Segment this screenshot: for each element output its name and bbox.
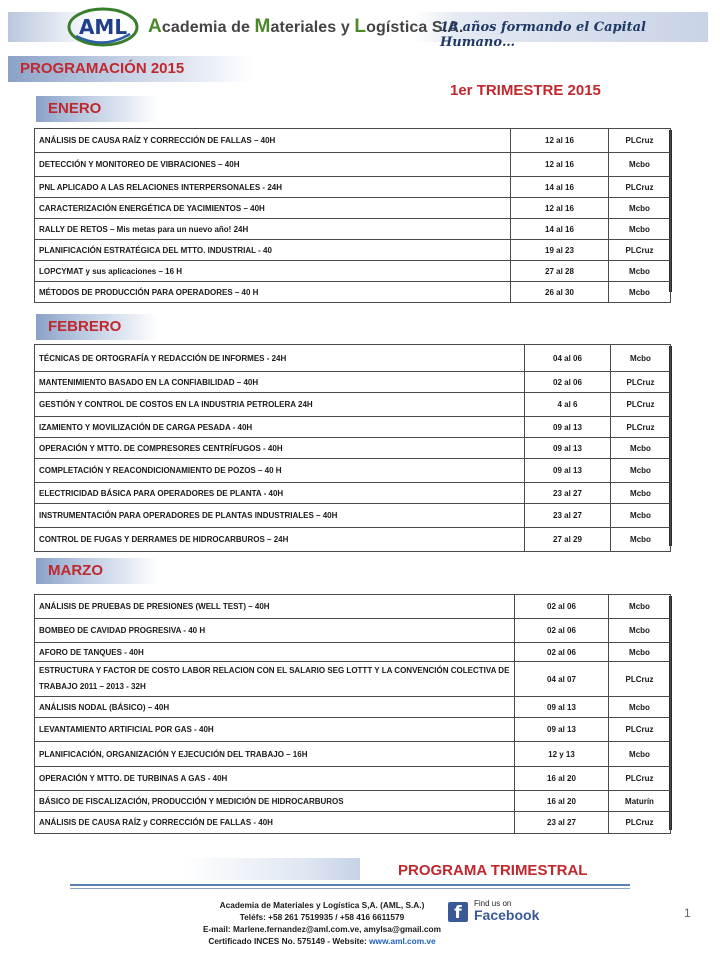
location-cell: Mcbo [609,153,671,177]
location-cell: Mcbo [611,459,671,483]
location-cell: PLCruz [609,812,671,834]
course-cell: BÁSICO DE FISCALIZACIÓN, PRODUCCIÓN Y MEDICIÓN DE HIDROCARBUROS [35,791,515,812]
course-cell: OPERACIÓN Y MTTO. DE TURBINAS A GAS - 40H [35,767,515,791]
course-cell: LOPCYMAT y sus aplicaciones – 16 H [35,261,511,282]
course-cell: IZAMIENTO Y MOVILIZACIÓN DE CARGA PESADA - 40H [35,417,525,438]
schedule-table-marzo [34,594,671,834]
course-cell: AFORO DE TANQUES - 40H [35,643,515,662]
page-title: PROGRAMACIÓN 2015 [20,60,185,77]
dates-cell: 09 al 13 [525,417,611,438]
month-bar-marzo [36,558,158,584]
dates-cell: 04 al 06 [525,345,611,372]
course-cell: CONTROL DE FUGAS Y DERRAMES DE HIDROCARBUROS – 24H [35,528,525,552]
dates-cell: 12 y 13 [515,742,609,767]
dates-cell: 09 al 13 [515,718,609,742]
course-cell: ESTRUCTURA Y FACTOR DE COSTO LABOR RELACION CON EL SALARIO SEG LOTTT Y LA CONVENCIÓN COLECTIVA DE TRABAJO 2011 – 2013 - 32H [35,662,515,697]
dates-cell: 19 al 23 [511,240,609,261]
table-row [35,372,671,393]
dates-cell: 23 al 27 [525,483,611,504]
location-cell: PLCruz [609,240,671,261]
footer-divider-thin [70,888,630,889]
company-name [148,16,463,38]
location-cell: Mcbo [609,282,671,303]
course-cell: INSTRUMENTACIÓN PARA OPERADORES DE PLANTAS INDUSTRIALES – 40H [35,504,525,528]
table-row [35,528,671,552]
table-row [35,282,671,303]
table-row [35,791,671,812]
dates-cell: 02 al 06 [515,619,609,643]
location-cell: PLCruz [609,662,671,697]
location-cell: Mcbo [609,619,671,643]
table-row [35,417,671,438]
course-cell: PNL APLICADO A LAS RELACIONES INTERPERSONALES - 24H [35,177,511,198]
location-cell: Mcbo [611,504,671,528]
table-row [35,129,671,153]
logo-text: AML [78,15,128,39]
table-row [35,219,671,240]
footer-certificate [186,936,458,946]
dates-cell: 02 al 06 [525,372,611,393]
dates-cell: 26 al 30 [511,282,609,303]
course-cell: PLANIFICACIÓN ESTRATÉGICA DEL MTTO. INDUSTRIAL - 40 [35,240,511,261]
course-cell: ANÁLISIS DE PRUEBAS DE PRESIONES (WELL TEST) – 40H [35,595,515,619]
dates-cell: 12 al 16 [511,198,609,219]
course-cell: ELECTRICIDAD BÁSICA PARA OPERADORES DE PLANTA - 40H [35,483,525,504]
course-cell: MANTENIMIENTO BASADO EN LA CONFIABILIDAD – 40H [35,372,525,393]
location-cell: PLCruz [611,372,671,393]
table-row [35,438,671,459]
table-row [35,393,671,417]
company-initial-a: A [148,16,162,37]
dates-cell: 04 al 07 [515,662,609,697]
certificate-text: Certificado INCES No. 575149 - Website: [208,936,370,946]
table-row [35,240,671,261]
facebook-icon[interactable]: f [448,902,468,922]
location-cell: Mcbo [609,742,671,767]
dates-cell: 09 al 13 [515,697,609,718]
location-cell: PLCruz [609,129,671,153]
program-label: PROGRAMA TRIMESTRAL [398,862,588,879]
table-row [35,504,671,528]
aml-logo [66,6,140,48]
page-number: 1 [684,906,691,920]
footer-phones: Teléfs: +58 261 7519935 / +58 416 6611579 [239,912,405,922]
location-cell: PLCruz [609,177,671,198]
company-part-2: ateriales y [270,19,355,36]
dates-cell: 27 al 29 [525,528,611,552]
table-row [35,619,671,643]
location-cell: Mcbo [609,697,671,718]
course-cell: COMPLETACIÓN Y REACONDICIONAMIENTO DE POZOS – 40 H [35,459,525,483]
company-initial-m: M [254,16,271,37]
dates-cell: 14 al 16 [511,219,609,240]
month-title: MARZO [48,562,103,579]
course-cell: MÉTODOS DE PRODUCCIÓN PARA OPERADORES – 40 H [35,282,511,303]
course-cell: TÉCNICAS DE ORTOGRAFÍA Y REDACCIÓN DE INFORMES - 24H [35,345,525,372]
title-bar [8,56,254,82]
course-cell: LEVANTAMIENTO ARTIFICIAL POR GAS - 40H [35,718,515,742]
location-cell: Mcbo [609,261,671,282]
table-row [35,595,671,619]
location-cell: PLCruz [609,718,671,742]
table-row [35,697,671,718]
footer-divider [70,884,630,886]
location-cell: PLCruz [611,393,671,417]
table-row [35,177,671,198]
location-cell: PLCruz [609,767,671,791]
location-cell: Mcbo [609,219,671,240]
table-row [35,261,671,282]
course-cell: PLANIFICACIÓN, ORGANIZACIÓN Y EJECUCIÓN DEL TRABAJO – 16H [35,742,515,767]
month-title: ENERO [48,100,102,117]
dates-cell: 23 al 27 [515,812,609,834]
table-row [35,812,671,834]
dates-cell: 09 al 13 [525,459,611,483]
schedule-table-febrero [34,344,671,552]
table-row [35,198,671,219]
facebook-link[interactable]: Facebook [474,907,540,923]
dates-cell: 4 al 6 [525,393,611,417]
location-cell: PLCruz [611,417,671,438]
dates-cell: 02 al 06 [515,595,609,619]
company-part-1: cademia de [161,19,255,36]
table-row [35,742,671,767]
table-row [35,153,671,177]
dates-cell: 23 al 27 [525,504,611,528]
table-row [35,345,671,372]
course-cell: RALLY DE RETOS – Mis metas para un nuevo año! 24H [35,219,511,240]
course-cell: CARACTERIZACIÓN ENERGÉTICA DE YACIMIENTOS – 40H [35,198,511,219]
slogan: 18 años formando el Capital Humano… [440,20,646,50]
dates-cell: 16 al 20 [515,791,609,812]
program-bar [8,858,360,880]
location-cell: Mcbo [609,198,671,219]
table-row [35,767,671,791]
table-row [35,483,671,504]
course-cell: DETECCIÓN Y MONITOREO DE VIBRACIONES – 40H [35,153,511,177]
course-cell: GESTIÓN Y CONTROL DE COSTOS EN LA INDUSTRIA PETROLERA 24H [35,393,525,417]
month-title: FEBRERO [48,318,122,335]
table-row [35,459,671,483]
course-cell: ANÁLISIS DE CAUSA RAÍZ Y CORRECCIÓN DE FALLAS – 40H [35,129,511,153]
dates-cell: 16 al 20 [515,767,609,791]
table-row [35,643,671,662]
course-cell: ANÁLISIS DE CAUSA RAÍZ y CORRECCIÓN DE FALLAS - 40H [35,812,515,834]
month-bar-enero [36,96,158,122]
month-bar-febrero [36,314,158,340]
location-cell: Mcbo [611,438,671,459]
dates-cell: 14 al 16 [511,177,609,198]
location-cell: Mcbo [611,528,671,552]
location-cell: Maturín [609,791,671,812]
company-part-3: ogística S.A. [366,19,464,36]
facebook-find-label: Find us on [474,899,512,908]
dates-cell: 12 al 16 [511,129,609,153]
dates-cell: 12 al 16 [511,153,609,177]
company-initial-l: L [354,16,367,37]
table-row [35,718,671,742]
course-cell: ANÁLISIS NODAL (BÁSICO) – 40H [35,697,515,718]
schedule-table-enero [34,128,671,303]
dates-cell: 09 al 13 [525,438,611,459]
location-cell: Mcbo [609,643,671,662]
dates-cell: 27 al 28 [511,261,609,282]
footer-email: E-mail: Marlene.fernandez@aml.com.ve, amylsa@gmail.com [203,924,441,934]
quarter-subtitle: 1er TRIMESTRE 2015 [450,82,601,99]
course-cell: BOMBEO DE CAVIDAD PROGRESIVA - 40 H [35,619,515,643]
location-cell: Mcbo [611,345,671,372]
location-cell: Mcbo [611,483,671,504]
footer-company: Academia de Materiales y Logística S,A. (AML, S.A.) [219,900,425,910]
website-link[interactable]: www.aml.com.ve [369,936,436,946]
dates-cell: 02 al 06 [515,643,609,662]
table-row [35,662,671,697]
location-cell: Mcbo [609,595,671,619]
course-cell: OPERACIÓN Y MTTO. DE COMPRESORES CENTRÍFUGOS - 40H [35,438,525,459]
